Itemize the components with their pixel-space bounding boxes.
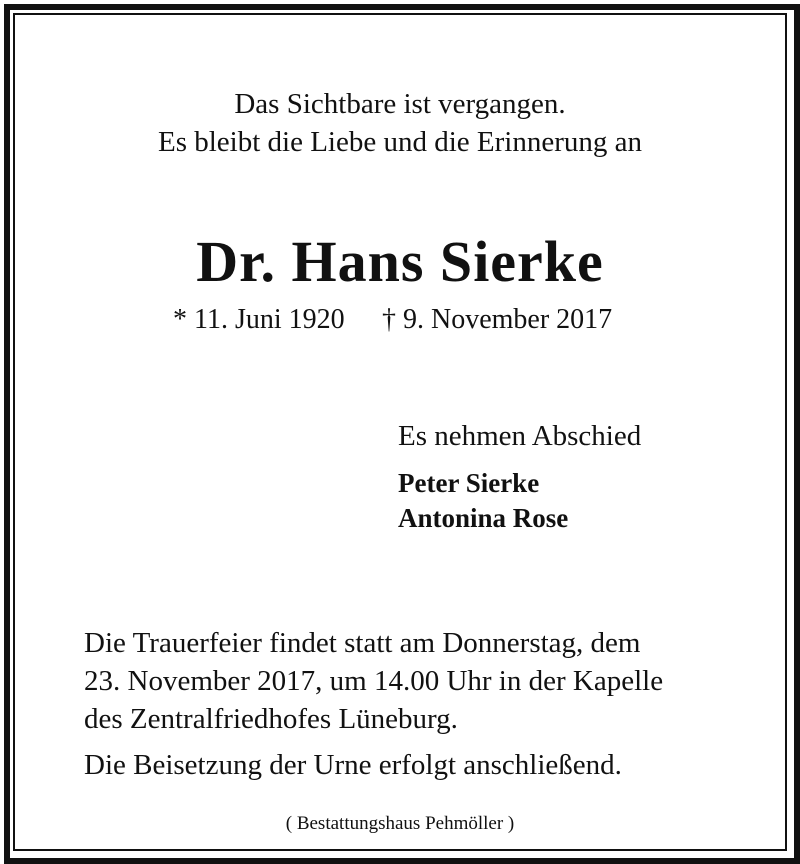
mourner-name: Peter Sierke xyxy=(398,468,540,498)
urn-burial-note: Die Beisetzung der Urne erfolgt anschließend. xyxy=(84,749,622,781)
birth-date: * 11. Juni 1920 xyxy=(173,304,345,335)
undertaker-credit: ( Bestattungshaus Pehmöller ) xyxy=(285,813,515,834)
mourner-name: Antonina Rose xyxy=(398,503,569,533)
ceremony-line-2: 23. November 2017, um 14.00 Uhr in der Kapelle xyxy=(84,665,664,697)
mourners-label: Es nehmen Abschied xyxy=(398,420,642,452)
motto-line-1: Das Sichtbare ist vergangen. xyxy=(234,88,566,120)
deceased-name: Dr. Hans Sierke xyxy=(196,229,604,294)
motto-line-2: Es bleibt die Liebe und die Erinnerung an xyxy=(158,126,642,158)
ceremony-line-1: Die Trauerfeier findet statt am Donnerstag, dem xyxy=(84,627,641,659)
death-date: † 9. November 2017 xyxy=(382,304,613,335)
ceremony-line-3: des Zentralfriedhofes Lüneburg. xyxy=(84,703,458,735)
